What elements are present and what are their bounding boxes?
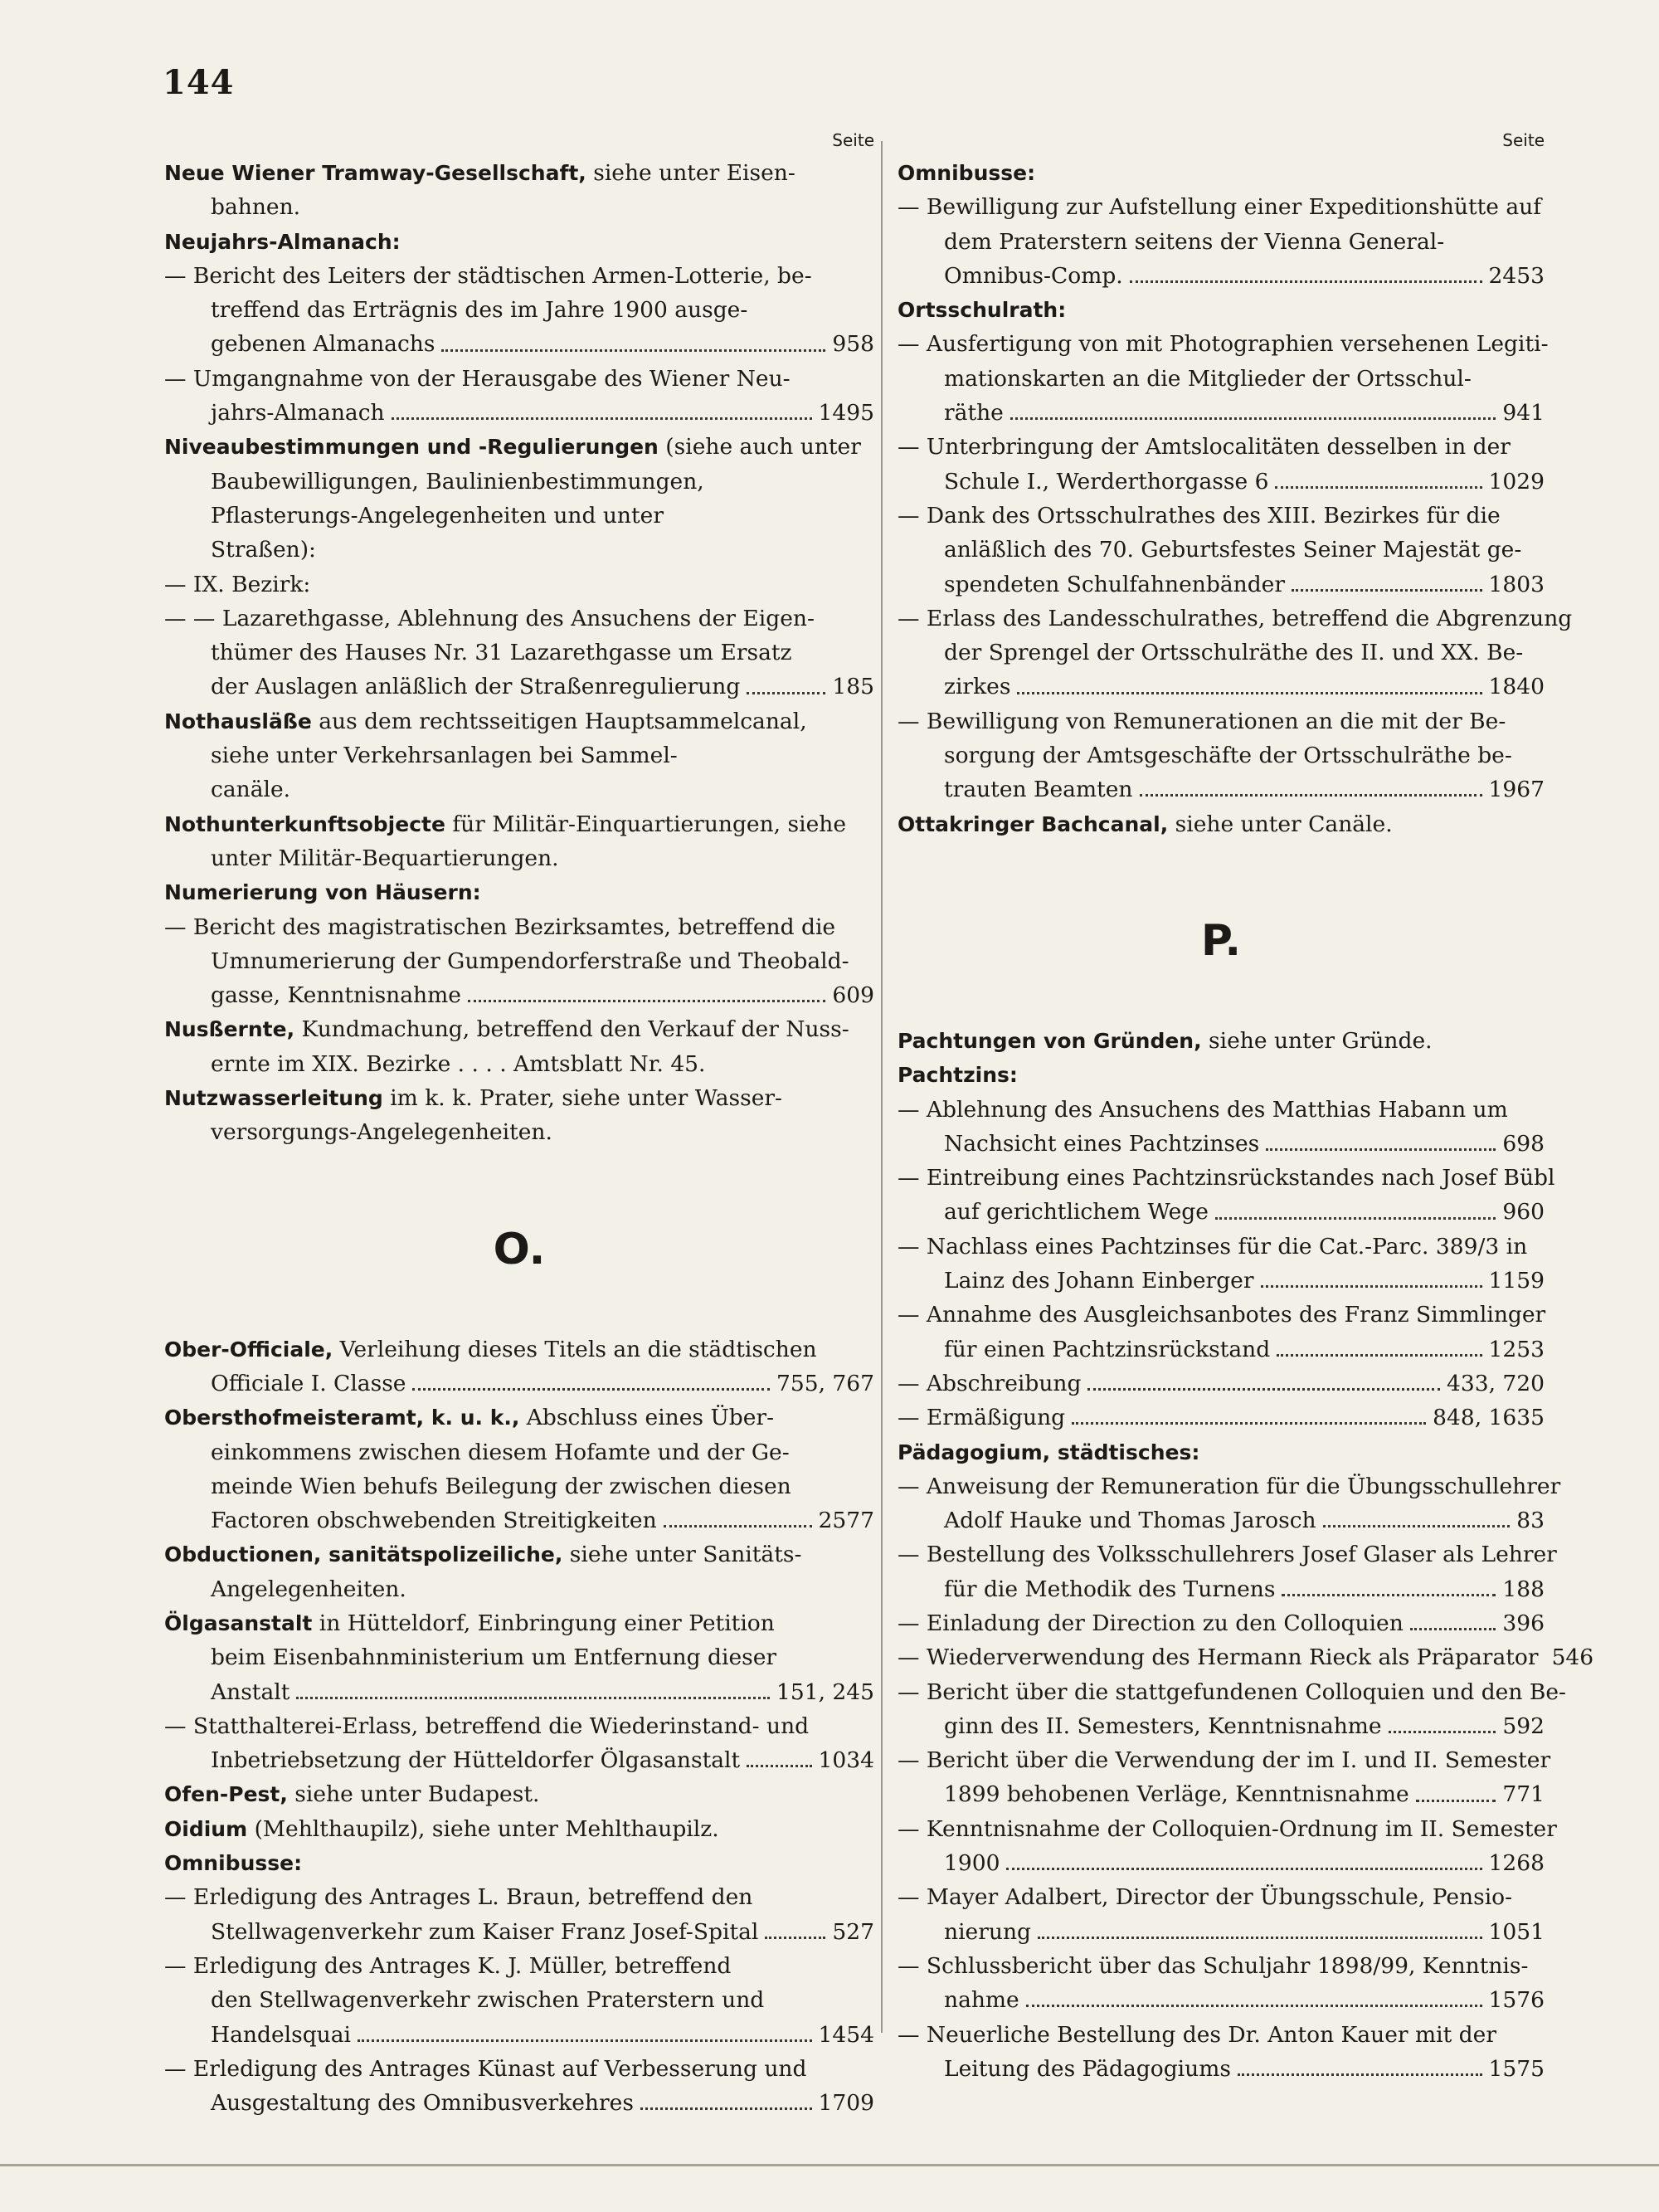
leader-dots (441, 349, 825, 352)
entry-keyword: Nothunterkunftsobjecte (164, 811, 445, 836)
entry-text: den Stellwagenverkehr zwischen Praterstern und (211, 1987, 765, 2014)
index-entry-line (898, 738, 1545, 772)
entry-text: Inbetriebsetzung der Hütteldorfer Ölgasanstalt (211, 1747, 741, 1774)
index-entry-line (164, 670, 874, 704)
leader-dots (1261, 1285, 1482, 1288)
entry-keyword: Ölgasanstalt (164, 1610, 313, 1635)
entry-text: 1899 behobenen Verläge, Kenntnisnahme (944, 1781, 1409, 1808)
index-entry-line (164, 602, 874, 636)
entry-text: Handelsquai (211, 2021, 352, 2048)
entry-text: der Auslagen anläßlich der Straßenregulierung (211, 674, 741, 700)
index-entry-line (164, 568, 874, 602)
leader-dots (765, 1937, 825, 1939)
entry-keyword: Nothausläße (164, 709, 312, 733)
index-entry-line (164, 910, 874, 944)
index-entry-line (898, 533, 1545, 567)
index-entry-heading (898, 1058, 1545, 1092)
index-entry-line (898, 1367, 1545, 1401)
index-entry-heading (164, 156, 874, 190)
leader-dots (747, 1765, 811, 1767)
entry-text: Leitung des Pädagogiums (944, 2055, 1231, 2082)
entry-text: einkommens zwischen diesem Hofamte und der Ge- (211, 1439, 790, 1465)
entry-text: siehe unter Eisen- (586, 160, 795, 186)
leader-dots (1410, 1628, 1496, 1630)
index-entry-line (898, 1298, 1545, 1332)
entry-text: beim Eisenbahnministerium um Entfernung dieser (211, 1644, 777, 1671)
entry-text: — Bewilligung von Remunerationen an die mit der Be- (898, 708, 1506, 734)
page-reference: 771 (1502, 1781, 1545, 1808)
entry-text: siehe unter Budapest. (287, 1781, 540, 1808)
page-reference: 1253 (1488, 1336, 1545, 1362)
page-reference: 433, 720 (1446, 1370, 1545, 1396)
index-entry-line (164, 1880, 874, 1914)
index-entry-line (898, 396, 1545, 430)
index-entry-heading (164, 1846, 874, 1880)
leader-dots (1277, 1354, 1481, 1357)
index-entry-line (898, 1537, 1557, 1571)
entry-text: — Erledigung des Antrages Künast auf Verbesserung und (164, 2055, 807, 2082)
index-entry-heading (898, 1024, 1545, 1058)
index-entry-line (164, 1047, 874, 1081)
entry-text: Anstalt (211, 1678, 290, 1705)
page-reference: 592 (1502, 1713, 1545, 1739)
entry-text: in Hütteldorf, Einbringung einer Petition (312, 1610, 775, 1636)
entry-keyword: Nusßernte, (164, 1017, 295, 1042)
page-reference: 546 (1551, 1644, 1594, 1671)
index-entry-line (898, 2018, 1545, 2052)
entry-text: Straßen): (211, 537, 316, 563)
page-reference: 527 (832, 1918, 874, 1945)
entry-text: unter Militär-Bequartierungen. (211, 845, 559, 871)
index-entry-heading (164, 225, 874, 259)
index-entry-line (164, 1367, 874, 1401)
leader-dots (1238, 2073, 1482, 2076)
entry-text: Lainz des Johann Einberger (944, 1268, 1254, 1294)
leader-dots (747, 692, 825, 694)
page-reference: 1840 (1488, 674, 1545, 700)
index-entry-heading (164, 1777, 874, 1811)
entry-keyword: Obersthofmeisteramt, k. u. k., (164, 1406, 520, 1430)
index-entry-line (898, 1333, 1545, 1367)
entry-text: Kundmachung, betreffend den Verkauf der Nuss- (294, 1016, 849, 1043)
entry-text: sorgung der Amtsgeschäfte der Ortsschulräthe be- (944, 743, 1512, 769)
index-entry-heading (164, 1812, 874, 1846)
index-entry-line (898, 568, 1545, 602)
entry-text: — Bewilligung zur Aufstellung einer Expeditionshütte auf (898, 194, 1542, 221)
entry-text: Officiale I. Classe (211, 1370, 406, 1396)
entry-text: 1900 (944, 1850, 1000, 1877)
entries-n (164, 156, 874, 1150)
entry-text: — Statthalterei-Erlass, betreffend die Wiederinstand- und (164, 1713, 810, 1739)
leader-dots (1087, 1388, 1440, 1391)
entry-text: anläßlich des 70. Geburtsfestes Seiner Majestät ge- (944, 537, 1522, 563)
page-reference: 83 (1516, 1508, 1545, 1534)
index-entry-line (164, 293, 874, 327)
leader-dots (392, 417, 812, 420)
entries-o-continued (898, 156, 1573, 841)
index-entry-line (898, 362, 1545, 396)
entry-text: — Erledigung des Antrages L. Braun, betreffend den (164, 1884, 753, 1911)
leader-dots (1010, 417, 1496, 420)
entry-text: — Erledigung des Antrages K. J. Müller, betreffend (164, 1952, 732, 1979)
index-entry-line (164, 396, 874, 430)
entry-text: räthe (944, 400, 1004, 426)
index-entry-line (164, 1572, 874, 1606)
entry-keyword: Numerierung von Häusern: (164, 880, 481, 905)
left-column (164, 124, 874, 2120)
index-entry-line (164, 2018, 874, 2052)
leader-dots (640, 2107, 812, 2110)
page-reference: 1967 (1488, 777, 1545, 803)
index-entry-heading (164, 1606, 874, 1640)
entry-text: — Neuerliche Bestellung des Dr. Anton Kauer mit der (898, 2021, 1496, 2048)
page-reference: 1029 (1488, 468, 1545, 495)
leader-dots (1292, 589, 1482, 592)
index-entry-line (164, 978, 874, 1012)
index-entry-line (164, 1640, 874, 1674)
page-number: 144 (163, 63, 235, 102)
entry-text: — Anweisung der Remuneration für die Übungsschullehrer (898, 1473, 1561, 1499)
entry-text: für Militär-Einquartierungen, siehe (445, 811, 847, 837)
index-entry-heading (898, 293, 1545, 327)
entry-text: siehe unter Verkehrsanlagen bei Sammel- (211, 743, 678, 769)
page-reference: 1051 (1488, 1918, 1545, 1945)
entry-text: siehe unter Canäle. (1168, 811, 1393, 837)
entry-text: siehe unter Sanitäts- (562, 1542, 802, 1568)
leader-dots (664, 1525, 812, 1527)
entry-text: mationskarten an die Mitglieder der Ortsschul- (944, 365, 1472, 392)
entry-text: — Bericht über die Verwendung der im I. und II. Semester (898, 1747, 1551, 1774)
entry-text: — Bericht des Leiters der städtischen Armen-Lotterie, be- (164, 262, 812, 289)
entry-keyword: Ofen-Pest, (164, 1782, 288, 1807)
entry-text: — Erlass des Landesschulrathes, betreffend die Abgrenzung (898, 605, 1573, 631)
index-entry-line (898, 499, 1545, 533)
entry-keyword: Ottakringer Bachcanal, (898, 811, 1169, 836)
entry-text: Adolf Hauke und Thomas Jarosch (944, 1508, 1316, 1534)
right-column (898, 124, 1594, 2086)
index-entry-line (898, 1195, 1545, 1229)
index-entry-line (898, 1777, 1545, 1811)
leader-dots (296, 1697, 770, 1699)
entry-text: — Ablehnung des Ansuchens des Matthias Habann um (898, 1096, 1508, 1123)
page-reference: 1034 (818, 1747, 874, 1774)
index-entry-heading (164, 1537, 874, 1571)
index-entry-line (164, 465, 874, 499)
index-entry-line (164, 2052, 874, 2086)
entry-keyword: Pädagogium, städtisches: (898, 1440, 1200, 1464)
entry-text: — Abschreibung (898, 1370, 1082, 1396)
page-reference: 1803 (1488, 571, 1545, 597)
section-letter-o: O. (493, 1224, 546, 1274)
entry-text: — Unterbringung der Amtslocalitäten desselben in der (898, 434, 1511, 460)
entry-text: — Schlussbericht über das Schuljahr 1898/99, Kenntnis- (898, 1952, 1529, 1979)
page-reference: 698 (1502, 1130, 1545, 1157)
leader-dots (1416, 1800, 1496, 1802)
entry-text: — Eintreibung eines Pachtzinsrückstandes nach Josef Bübl (898, 1165, 1555, 1191)
leader-dots (1026, 2005, 1482, 2007)
entry-keyword: Neue Wiener Tramway-Gesellschaft, (164, 161, 586, 185)
index-entry-heading (164, 1333, 874, 1367)
index-entry-heading (164, 807, 874, 841)
entries-o (164, 1333, 874, 2121)
page-reference: 755, 767 (776, 1370, 874, 1396)
index-entry-line (898, 1709, 1545, 1743)
index-entry-line (898, 1915, 1545, 1949)
leader-dots (1017, 692, 1481, 694)
index-entry-line (898, 602, 1573, 636)
entry-text: nierung (944, 1918, 1031, 1945)
entry-text: Verleihung dieses Titels an die städtischen (333, 1336, 817, 1362)
index-entry-heading (164, 430, 874, 464)
entry-text: zirkes (944, 674, 1011, 700)
entry-text: — Bericht des magistratischen Bezirksamtes, betreffend die (164, 914, 836, 940)
index-entry-line (898, 1675, 1566, 1709)
index-entry-line (898, 670, 1545, 704)
entry-text: Umnumerierung der Gumpendorferstraße und Theobald- (211, 948, 849, 974)
entry-text: gebenen Almanachs (211, 331, 435, 358)
index-entry-heading (898, 807, 1545, 841)
page-reference: 2577 (818, 1508, 874, 1534)
column-divider (881, 141, 883, 2033)
page-reference: 848, 1635 (1433, 1405, 1545, 1431)
entry-text: jahrs-Almanach (211, 400, 385, 426)
index-entry-line (164, 944, 874, 978)
page-reference: 1709 (818, 2090, 874, 2117)
index-entry-line (898, 1949, 1545, 1983)
entry-text: trauten Beamten (944, 777, 1133, 803)
entry-text: — Einladung der Direction zu den Colloquien (898, 1610, 1404, 1636)
bottom-rule (0, 2164, 1659, 2166)
entry-text: Ausgestaltung des Omnibusverkehres (211, 2090, 634, 2117)
entry-text: meinde Wien behufs Beilegung der zwischen diesen (211, 1473, 791, 1499)
index-entry-line (898, 225, 1545, 259)
entry-keyword: Oidium (164, 1816, 248, 1841)
entry-text: — Ausfertigung von mit Photographien versehenen Legiti- (898, 331, 1549, 358)
index-entry-line (898, 1469, 1561, 1503)
index-entry-line (898, 190, 1545, 224)
leader-dots (1006, 1868, 1481, 1870)
leader-dots (1275, 486, 1481, 489)
index-entry-line (898, 327, 1549, 361)
index-entry-line (898, 1503, 1545, 1537)
entry-text: Schule I., Werderthorgasse 6 (944, 468, 1269, 495)
leader-dots (1072, 1422, 1426, 1425)
leader-dots (1389, 1731, 1496, 1733)
entry-keyword: Obductionen, sanitätspolizeiliche, (164, 1542, 563, 1567)
entry-text: — Kenntnisnahme der Colloquien-Ordnung im II. Semester (898, 1815, 1557, 1842)
index-entry-line (898, 1230, 1545, 1264)
index-entry-line (898, 1606, 1545, 1640)
entry-text: dem Praterstern seitens der Vienna General- (944, 228, 1445, 255)
leader-dots (1282, 1594, 1496, 1596)
entry-text: — Bericht über die stattgefundenen Colloquien und den Be- (898, 1678, 1566, 1705)
entry-text: (siehe auch unter (658, 434, 861, 460)
entry-keyword: Pachtungen von Gründen, (898, 1028, 1202, 1053)
page-reference: 188 (1502, 1576, 1545, 1602)
leader-dots (1140, 794, 1482, 797)
entry-text: canäle. (211, 777, 291, 803)
index-entry-line (164, 1743, 874, 1777)
entry-text: treffend das Erträgnis des im Jahre 1900 ausge- (211, 297, 748, 324)
index-entry-line (164, 362, 874, 396)
entry-text: — Ermäßigung (898, 1405, 1066, 1431)
entry-text: versorgungs-Angelegenheiten. (211, 1119, 552, 1146)
index-entry-line (164, 1709, 874, 1743)
page-reference: 1495 (818, 400, 874, 426)
entry-text: Pflasterungs-Angelegenheiten und unter (211, 502, 664, 529)
index-entry-heading (898, 156, 1545, 190)
seite-label-left: Seite (832, 130, 874, 150)
page-reference: 185 (832, 674, 874, 700)
seite-label-right: Seite (1502, 130, 1545, 150)
entry-text: — Wiederverwendung des Hermann Rieck als Präparator (898, 1644, 1539, 1671)
index-entry-line (164, 327, 874, 361)
entry-text: Abschluss eines Über- (519, 1405, 775, 1431)
entry-text: auf gerichtlichem Wege (944, 1199, 1209, 1225)
entry-text: für die Methodik des Turnens (944, 1576, 1276, 1602)
entry-keyword: Omnibusse: (164, 1851, 303, 1876)
entry-text: für einen Pachtzinsrückstand (944, 1336, 1271, 1362)
entry-text: — IX. Bezirk: (164, 571, 311, 597)
index-entry-line (898, 1880, 1545, 1914)
page-reference: 1575 (1488, 2055, 1545, 2082)
entry-keyword: Ortsschulrath: (898, 298, 1067, 323)
page-reference: 2453 (1488, 262, 1545, 289)
page-reference: 958 (832, 331, 874, 358)
index-entry-line (898, 1812, 1557, 1846)
index-entry-line (164, 1915, 874, 1949)
index-entry-line (898, 1846, 1545, 1880)
entry-keyword: Omnibusse: (898, 161, 1036, 185)
entry-keyword: Pachtzins: (898, 1063, 1018, 1088)
entry-text: Stellwagenverkehr zum Kaiser Franz Josef-Spital (211, 1918, 759, 1945)
section-letter-p: P. (1200, 915, 1242, 966)
index-entry-line (164, 1949, 874, 1983)
entry-keyword: Neujahrs-Almanach: (164, 229, 401, 254)
page-reference: 1159 (1488, 1268, 1545, 1294)
index-entry-line (164, 190, 874, 224)
entry-keyword: Ober-Officiale, (164, 1337, 333, 1362)
leader-dots (358, 2039, 812, 2042)
index-entry-line (898, 1093, 1545, 1127)
leader-dots (412, 1388, 770, 1391)
entry-text: gasse, Kenntnisnahme (211, 982, 461, 1009)
entry-keyword: Nutzwasserleitung (164, 1086, 383, 1111)
index-entry-line (898, 1401, 1545, 1435)
entry-text: — Bestellung des Volksschullehrers Josef Glaser als Lehrer (898, 1542, 1557, 1568)
index-entry-line (898, 772, 1545, 806)
index-entry-line (898, 259, 1545, 293)
index-entry-line (164, 841, 874, 875)
index-entry-line (898, 1127, 1545, 1161)
index-entry-line (898, 1572, 1545, 1606)
entry-text: ginn des II. Semesters, Kenntnisnahme (944, 1713, 1382, 1739)
index-entry-line (164, 1115, 874, 1149)
index-entry-heading (164, 704, 874, 738)
entry-text: aus dem rechtsseitigen Hauptsammelcanal, (311, 708, 807, 734)
index-entry-line (164, 1435, 874, 1469)
index-entry-line (898, 430, 1545, 464)
entry-text: — — Lazarethgasse, Ablehnung des Ansuchens der Eigen- (164, 605, 815, 631)
index-entry-line (898, 1743, 1551, 1777)
index-entry-line (164, 259, 874, 293)
entry-text: bahnen. (211, 194, 301, 221)
entry-text: — Umgangnahme von der Herausgabe des Wiener Neu- (164, 365, 791, 392)
index-entry-line (164, 636, 874, 670)
entry-text: thümer des Hauses Nr. 31 Lazarethgasse um Ersatz (211, 640, 792, 666)
index-entry-line (164, 772, 874, 806)
leader-dots (1038, 1937, 1482, 1939)
entry-text: (Mehlthaupilz), siehe unter Mehlthaupilz. (247, 1815, 719, 1842)
index-entry-line (898, 1161, 1555, 1195)
index-entry-line (898, 636, 1545, 670)
entry-text: Factoren obschwebenden Streitigkeiten (211, 1508, 657, 1534)
index-entry-heading (164, 1081, 874, 1115)
entry-text: siehe unter Gründe. (1201, 1027, 1433, 1054)
entry-text: — Dank des Ortsschulrathes des XIII. Bezirkes für die (898, 502, 1501, 529)
entry-text: nahme (944, 1987, 1019, 2014)
index-entry-line (164, 1469, 874, 1503)
page-reference: 609 (832, 982, 874, 1009)
entry-text: Baubewilligungen, Baulinienbestimmungen, (211, 468, 704, 495)
entry-text: spendeten Schulfahnenbänder (944, 571, 1286, 597)
index-entry-line (898, 1264, 1545, 1298)
index-entry-line (164, 1675, 874, 1709)
index-entry-line (898, 465, 1545, 499)
index-entry-line (164, 2086, 874, 2120)
index-entry-heading (164, 875, 874, 909)
entry-text: Nachsicht eines Pachtzinses (944, 1130, 1260, 1157)
index-entry-heading (164, 1012, 874, 1046)
leader-dots (1323, 1525, 1511, 1527)
page-reference: 941 (1502, 400, 1545, 426)
index-entry-line (164, 499, 874, 533)
entry-text: der Sprengel der Ortsschulräthe des II. und XX. Be- (944, 640, 1524, 666)
leader-dots (1266, 1148, 1496, 1151)
index-entry-line (164, 533, 874, 567)
page-reference: 1576 (1488, 1987, 1545, 2014)
leader-dots (1215, 1217, 1496, 1220)
entry-text: ernte im XIX. Bezirke . . . . Amtsblatt Nr. 45. (211, 1050, 706, 1077)
entry-text: Omnibus-Comp. (944, 262, 1123, 289)
entry-text: Angelegenheiten. (211, 1576, 406, 1602)
page-reference: 1268 (1488, 1850, 1545, 1877)
entries-p (898, 1024, 1594, 2086)
entry-text: — Mayer Adalbert, Director der Übungsschule, Pensio- (898, 1884, 1513, 1911)
page-reference: 1454 (818, 2021, 874, 2048)
entry-keyword: Niveaubestimmungen und -Regulierungen (164, 435, 659, 460)
index-entry-line (898, 2052, 1545, 2086)
index-entry-line (898, 704, 1545, 738)
entry-text: im k. k. Prater, siehe unter Wasser- (382, 1085, 782, 1112)
index-entry-heading (898, 1435, 1545, 1469)
leader-dots (1130, 280, 1482, 283)
index-entry-line (164, 1983, 874, 2017)
index-entry-heading (164, 1401, 874, 1435)
index-entry-line (164, 738, 874, 772)
entry-text: — Nachlass eines Pachtzinses für die Cat.-Parc. 389/3 in (898, 1233, 1528, 1259)
entry-text: — Annahme des Ausgleichsanbotes des Franz Simmlinger (898, 1302, 1546, 1328)
leader-dots (468, 1000, 825, 1002)
index-entry-line (898, 1983, 1545, 2017)
page-reference: 396 (1502, 1610, 1545, 1636)
page-reference: 151, 245 (776, 1678, 874, 1705)
index-entry-line (164, 1503, 874, 1537)
page-reference: 960 (1502, 1199, 1545, 1225)
index-entry-line (898, 1640, 1594, 1674)
